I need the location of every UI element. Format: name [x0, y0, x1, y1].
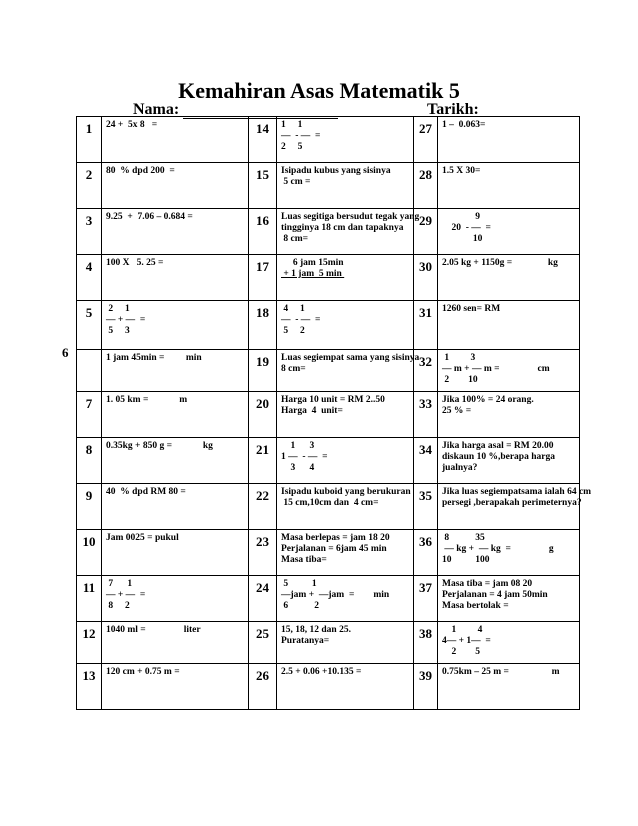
question-row — [77, 576, 580, 622]
question-text: 7 1 — + — = 8 2 — [102, 576, 249, 622]
question-number: 29 — [414, 209, 438, 255]
question-text: Luas segiempat sama yang sisinya 8 cm= — [277, 350, 414, 392]
question-row — [77, 438, 580, 484]
question-number: 34 — [414, 438, 438, 484]
question-text: 1040 ml = liter — [102, 622, 249, 664]
question-number: 24 — [249, 576, 277, 622]
question-text: Jika harga asal = RM 20.00 diskaun 10 %,berapa harga jualnya? — [438, 438, 580, 484]
question-text: 40 % dpd RM 80 = — [102, 484, 249, 530]
question-number: 18 — [249, 301, 277, 350]
question-number: 2 — [77, 163, 102, 209]
question-text: 5 1 —jam + —jam = min 6 2 — [277, 576, 414, 622]
question-number: 20 — [249, 392, 277, 438]
question-row — [77, 530, 580, 576]
question-number: 13 — [77, 664, 102, 710]
question-text: 1 3 1 — - — = 3 4 — [277, 438, 414, 484]
question-text: Jika luas segiempatsama ialah 64 cm persegi ,berapakah perimeternya? — [438, 484, 580, 530]
question-text: 24 + 5x 8 = — [102, 117, 249, 163]
question-number: 26 — [249, 664, 277, 710]
question-number: 12 — [77, 622, 102, 664]
question-text: 2 1 — + — = 5 3 — [102, 301, 249, 350]
question-number: 14 — [249, 117, 277, 163]
question-number: 30 — [414, 255, 438, 301]
question-number: 25 — [249, 622, 277, 664]
question-text: Masa tiba = jam 08 20 Perjalanan = 4 jam 50min Masa bertolak = — [438, 576, 580, 622]
question-text: 80 % dpd 200 = — [102, 163, 249, 209]
question-text: Isipadu kubus yang sisinya 5 cm = — [277, 163, 414, 209]
side-question-number: 6 — [62, 345, 69, 360]
question-text: 1 1 — - — = 2 5 — [277, 117, 414, 163]
question-text: Isipadu kuboid yang berukuran 15 cm,10cm dan 4 cm= — [277, 484, 414, 530]
question-row — [77, 392, 580, 438]
question-number: 15 — [249, 163, 277, 209]
question-number: 37 — [414, 576, 438, 622]
question-text: 100 X 5. 25 = — [102, 255, 249, 301]
question-number: 28 — [414, 163, 438, 209]
question-text: 9 20 - — = 10 — [438, 209, 580, 255]
question-text: 2.5 + 0.06 +10.135 = — [277, 664, 414, 710]
question-text: 6 jam 15min + 1 jam 5 min — [277, 255, 414, 301]
question-text: 1 jam 45min = min — [102, 350, 249, 392]
question-text: Harga 10 unit = RM 2..50 Harga 4 unit= — [277, 392, 414, 438]
question-row — [77, 664, 580, 710]
question-row — [77, 255, 580, 301]
question-number: 31 — [414, 301, 438, 350]
question-text: 1 – 0.063= — [438, 117, 580, 163]
question-number: 38 — [414, 622, 438, 664]
question-number — [77, 350, 102, 392]
question-text: 1.5 X 30= — [438, 163, 580, 209]
question-text: Luas segitiga bersudut tegak yang tingginya 18 cm dan tapaknya 8 cm= — [277, 209, 414, 255]
question-row — [77, 209, 580, 255]
question-text: 9.25 + 7.06 – 0.684 = — [102, 209, 249, 255]
question-number: 35 — [414, 484, 438, 530]
question-text: 1. 05 km = m — [102, 392, 249, 438]
name-label: Nama: — [133, 101, 180, 118]
question-number: 39 — [414, 664, 438, 710]
question-text: 1 3 — m + — m = cm 2 10 — [438, 350, 580, 392]
date-label: Tarikh: — [427, 101, 479, 118]
question-row — [77, 350, 580, 392]
question-number: 16 — [249, 209, 277, 255]
question-text: Masa berlepas = jam 18 20 Perjalanan = 6jam 45 min Masa tiba= — [277, 530, 414, 576]
question-text: 1260 sen= RM — [438, 301, 580, 350]
question-row — [77, 163, 580, 209]
question-text: 0.75km – 25 m = m — [438, 664, 580, 710]
question-number: 10 — [77, 530, 102, 576]
question-number: 36 — [414, 530, 438, 576]
question-number: 32 — [414, 350, 438, 392]
question-number: 1 — [77, 117, 102, 163]
question-row — [77, 622, 580, 664]
question-number: 17 — [249, 255, 277, 301]
question-text: 8 35 — kg + — kg = g 10 100 — [438, 530, 580, 576]
question-number: 9 — [77, 484, 102, 530]
question-text: 120 cm + 0.75 m = — [102, 664, 249, 710]
question-number: 4 — [77, 255, 102, 301]
question-grid — [76, 116, 592, 710]
question-text: Jika 100% = 24 orang. 25 % = — [438, 392, 580, 438]
question-row — [77, 117, 580, 163]
question-text: 15, 18, 12 dan 25. Puratanya= — [277, 622, 414, 664]
question-number: 8 — [77, 438, 102, 484]
question-number: 23 — [249, 530, 277, 576]
question-text: Jam 0025 = pukul — [102, 530, 249, 576]
question-number: 7 — [77, 392, 102, 438]
question-number: 22 — [249, 484, 277, 530]
question-row — [77, 484, 580, 530]
question-number: 5 — [77, 301, 102, 350]
question-number: 19 — [249, 350, 277, 392]
question-text: 2.05 kg + 1150g = kg — [438, 255, 580, 301]
question-row — [77, 301, 580, 350]
question-text: 4 1 — - — = 5 2 — [277, 301, 414, 350]
question-number: 11 — [77, 576, 102, 622]
question-text: 0.35kg + 850 g = kg — [102, 438, 249, 484]
question-text: 1 4 4— + 1— = 2 5 — [438, 622, 580, 664]
page-title: Kemahiran Asas Matematik 5 — [178, 78, 460, 103]
question-number: 27 — [414, 117, 438, 163]
question-number: 33 — [414, 392, 438, 438]
question-number: 21 — [249, 438, 277, 484]
question-number: 3 — [77, 209, 102, 255]
